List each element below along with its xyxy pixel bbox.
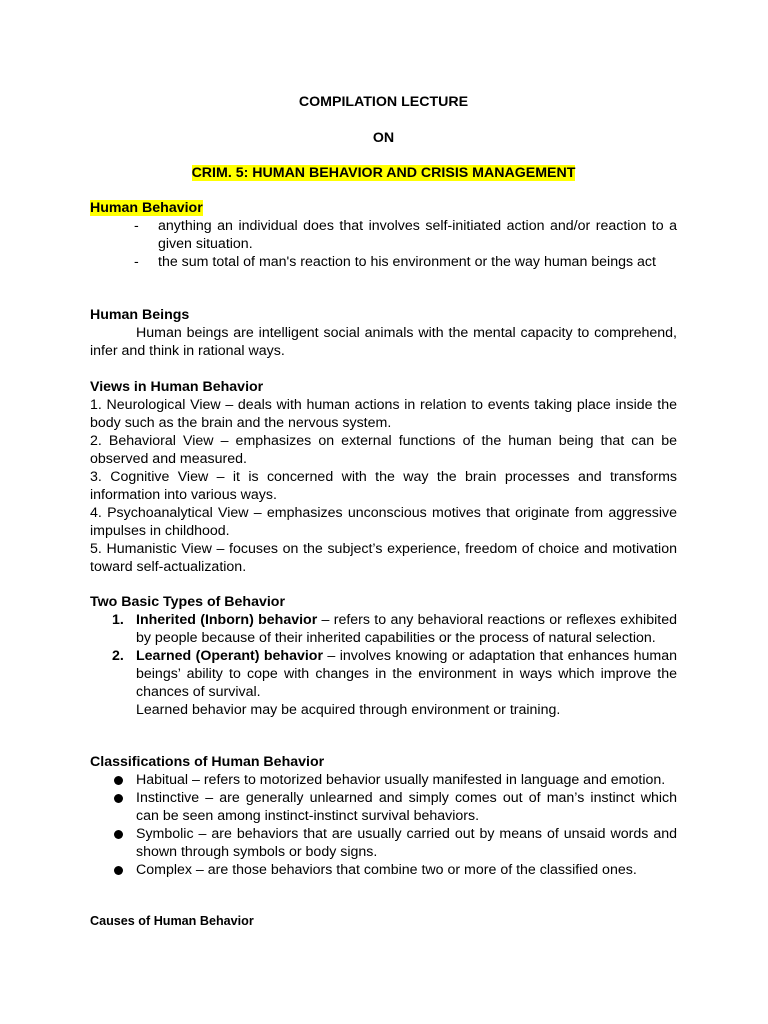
list-item (90, 789, 677, 825)
number-marker: 2. (112, 648, 124, 664)
list-item (90, 771, 677, 789)
item-text: anything an individual does that involves self-initiated action and/or reaction to a given situation. (158, 218, 677, 252)
section-human-beings (90, 306, 677, 360)
item-text: Habitual – refers to motorized behavior usually manifested in language and emotion. (136, 772, 666, 788)
section-types (90, 593, 677, 719)
section-heading-causes: Causes of Human Behavior (90, 914, 254, 928)
item-text: – refers to any behavioral reactions or reflexes exhibited by people because of their inherited capabilities or the process of natural selection. (136, 612, 677, 646)
bullet-icon (114, 830, 123, 839)
view-item: 3. Cognitive View – it is concerned with the way the brain processes and transforms information into various ways. (90, 469, 677, 503)
section-heading: Views in Human Behavior (90, 379, 264, 395)
item-text: Symbolic – are behaviors that are usually carried out by means of unsaid words and shown through symbols or body signs. (136, 826, 677, 860)
section-heading: Two Basic Types of Behavior (90, 594, 285, 610)
term: Learned (Operant) behavior (136, 648, 323, 664)
list-item (90, 647, 677, 701)
view-item: 2. Behavioral View – emphasizes on external functions of the human being that can be observed and measured. (90, 433, 677, 467)
title-line-1: COMPILATION LECTURE (298, 94, 469, 110)
definition-list (90, 217, 677, 271)
view-item: 1. Neurological View – deals with human actions in relation to events taking place inside the body such as the brain and the nervous system. (90, 397, 677, 431)
term: Inherited (Inborn) behavior (136, 612, 318, 628)
bullet-icon (114, 776, 123, 785)
list-item (90, 825, 677, 861)
item-text: Instinctive – are generally unlearned and simply comes out of man’s instinct which can be seen among instinct-instinct survival behaviors. (136, 790, 677, 824)
list-item (90, 253, 677, 271)
heading-text: Human Behavior (90, 200, 203, 216)
number-marker: 1. (112, 612, 124, 628)
list-item (90, 611, 677, 647)
classification-list (90, 771, 677, 879)
section-heading (90, 199, 677, 217)
item-text: the sum total of man's reaction to his environment or the way human beings act (158, 254, 656, 270)
section-heading: Classifications of Human Behavior (90, 754, 325, 770)
course-title: CRIM. 5: HUMAN BEHAVIOR AND CRISIS MANAGEMENT (191, 165, 576, 181)
view-item: 5. Humanistic View – focuses on the subject’s experience, freedom of choice and motivation toward self-actualization. (90, 541, 677, 575)
bullet-icon (114, 866, 123, 875)
view-item: 4. Psychoanalytical View – emphasizes unconscious motives that originate from aggressive impulses in childhood. (90, 505, 677, 539)
title-line-3 (90, 164, 677, 182)
dash-marker: - (134, 218, 139, 234)
list-item (90, 217, 677, 253)
note: Learned behavior may be acquired through environment or training. (136, 702, 561, 718)
dash-marker: - (134, 254, 139, 270)
paragraph: Human beings are intelligent social animals with the mental capacity to comprehend, infer and think in rational ways. (90, 325, 677, 359)
bullet-icon (114, 794, 123, 803)
title-line-2: ON (372, 130, 395, 146)
list-item (90, 861, 677, 879)
section-classifications (90, 753, 677, 879)
item-text: Complex – are those behaviors that combine two or more of the classified ones. (136, 862, 637, 878)
section-human-behavior (90, 199, 677, 271)
section-views (90, 378, 677, 576)
types-list (90, 611, 677, 701)
item-text: – involves knowing or adaptation that enhances human beings’ ability to cope with changes in the environment in ways which improve the chances of survival. (136, 648, 677, 700)
section-heading: Human Beings (90, 307, 190, 323)
